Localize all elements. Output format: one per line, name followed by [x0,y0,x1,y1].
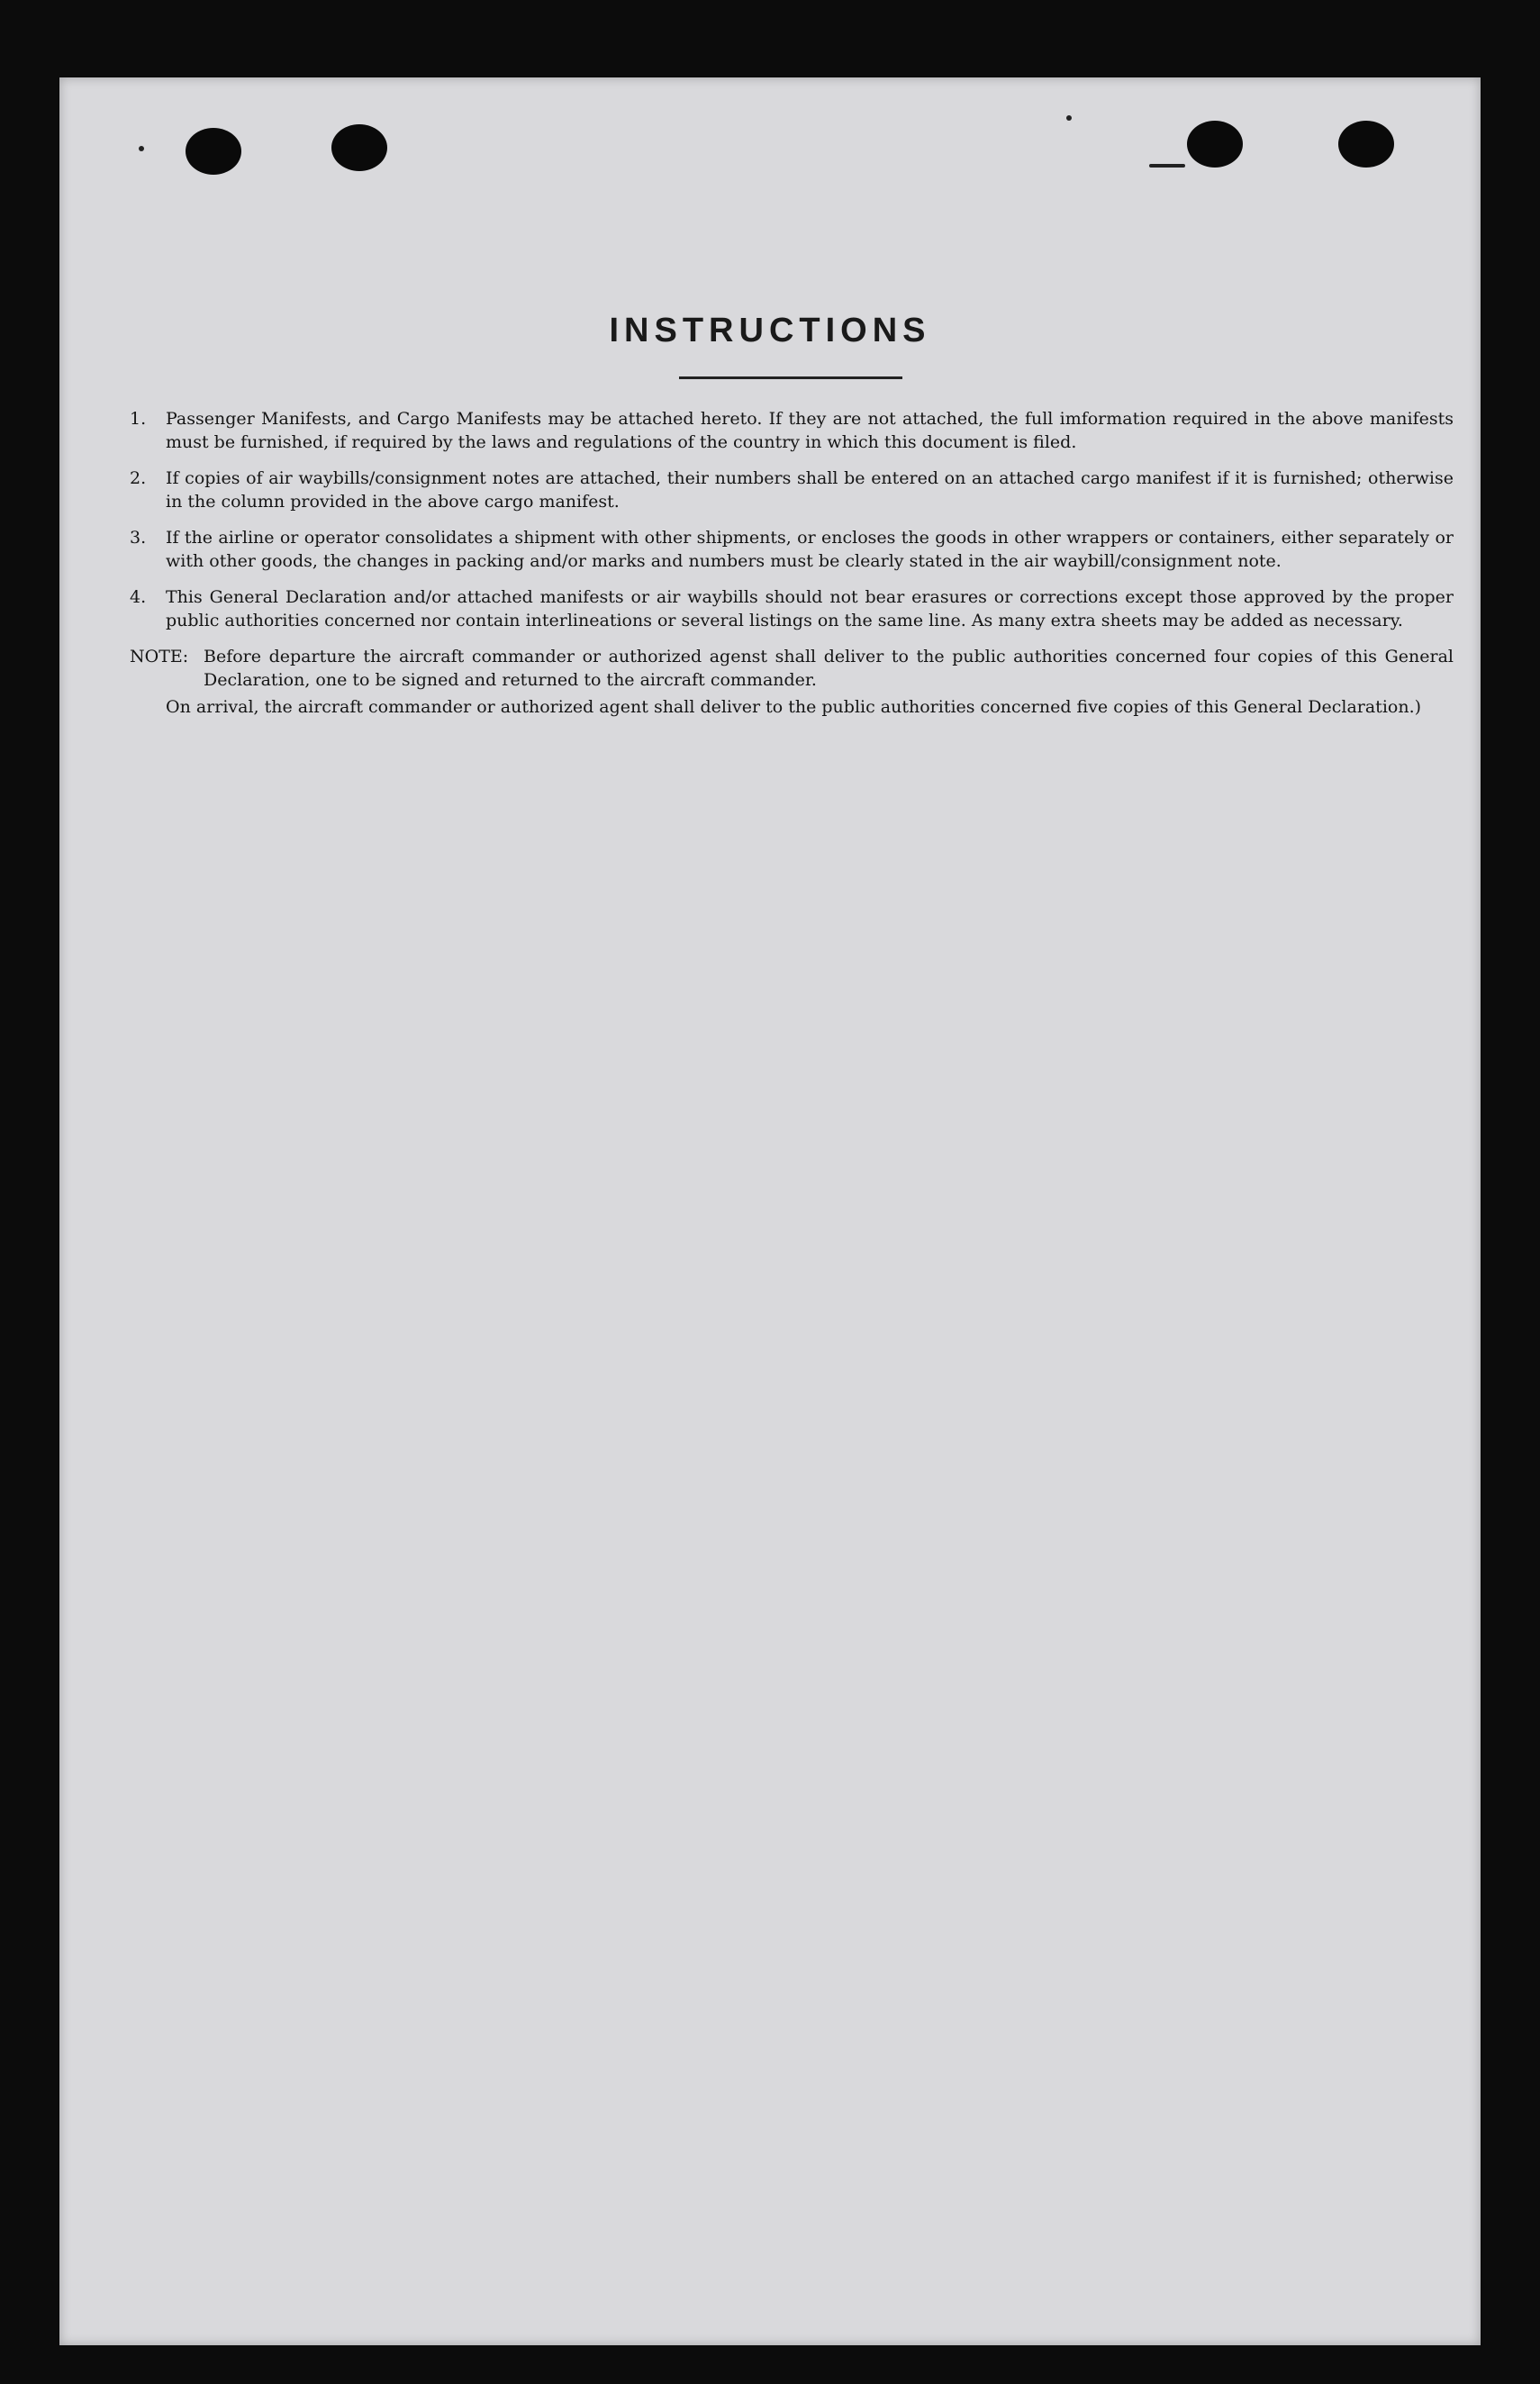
item-text: This General Declaration and/or attached manifests or air waybills should not bear erasures or corrections except those approved by the proper public authorities concerned nor contain interlineations or several listings on the same line. As many extra sheets may be added as necessary. [166,587,1454,630]
item-number: 3. [130,528,147,548]
instruction-item [130,467,1454,513]
instructions-list [130,407,1454,719]
punch-hole [186,128,241,175]
title-underline [679,376,902,379]
item-number: 1. [130,409,147,429]
punch-hole [1187,121,1243,168]
note-label: NOTE: [130,647,189,666]
instruction-item [130,407,1454,454]
instruction-item [130,585,1454,632]
item-number: 2. [130,468,147,488]
item-text: If the airline or operator consolidates a shipment with other shipments, or encloses the goods in other wrappers or containers, either separately or with other goods, the changes in packing and/or marks and numbers must be clearly stated in the air waybill/consignment note. [166,528,1454,571]
punch-hole [331,124,387,171]
note-block [130,645,1454,719]
item-text: If copies of air waybills/consignment notes are attached, their numbers shall be entered on an attached cargo manifest if it is furnished; otherwise in the column provided in the above cargo manifest. [166,468,1454,512]
document-page [59,77,1481,2345]
ink-speck [1149,164,1185,168]
note-text: Before departure the aircraft commander or authorized agenst shall deliver to the public authorities concerned four copies of this General Declaration, one to be signed and returned to the aircraft commander. [204,647,1454,690]
ink-speck [139,146,144,151]
punch-hole [1338,121,1394,168]
item-text: Passenger Manifests, and Cargo Manifests may be attached hereto. If they are not attached, the full imformation required in the above manifests must be furnished, if required by the laws and regulations of the country in which this document is filed. [166,409,1454,452]
page-title: INSTRUCTIONS [609,312,931,349]
ink-speck [1066,115,1072,121]
note-text: On arrival, the aircraft commander or authorized agent shall deliver to the public authorities concerned five copies of this General Declaration.) [166,697,1422,717]
item-number: 4. [130,587,147,607]
instruction-item [130,526,1454,573]
